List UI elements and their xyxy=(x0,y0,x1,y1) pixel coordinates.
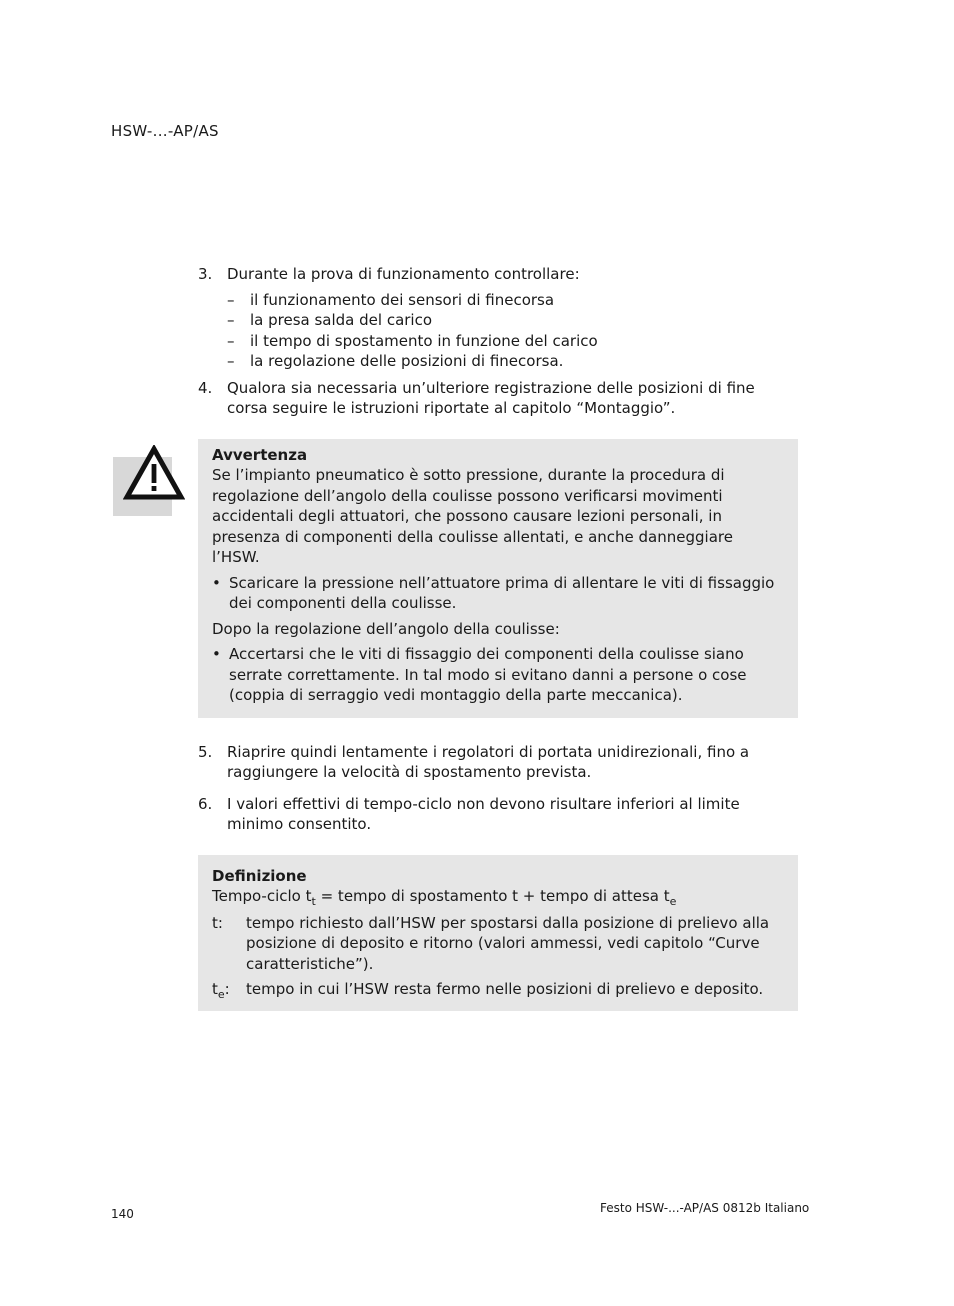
check-list xyxy=(198,290,798,372)
warning-triangle-icon xyxy=(123,445,185,501)
bullet-text: Accertarsi che le viti di fissaggio dei componenti della coulisse siano serrate correttamente. In tal modo si evitano danni a persone o cose (coppia di serraggio vedi montaggio della parte meccanica). xyxy=(229,645,747,704)
warning-after-text: Dopo la regolazione dell’angolo della coulisse: xyxy=(212,619,560,638)
dash-marker: – xyxy=(227,331,235,350)
list-item-text: il funzionamento dei sensori di finecorsa xyxy=(250,290,555,309)
list-item-text: la presa salda del carico xyxy=(250,311,433,329)
step-number: 4. xyxy=(198,378,213,397)
step-text: Qualora sia necessaria un’ulteriore registrazione delle posizioni di fine corsa seguire le istruzioni riportate al capitolo “Montaggio”. xyxy=(227,378,755,417)
step-5 xyxy=(198,742,798,783)
list-item xyxy=(198,331,798,352)
definition-te xyxy=(212,979,784,1000)
step-number: 6. xyxy=(198,794,213,813)
list-item-text: la regolazione delle posizioni di finecorsa. xyxy=(250,352,564,370)
definition-title: Definizione xyxy=(212,866,307,885)
formula-subscript: t xyxy=(311,895,316,908)
definition-box xyxy=(198,855,798,1011)
warning-bullet xyxy=(212,644,784,706)
term-base: t xyxy=(212,980,218,998)
main-content xyxy=(198,264,798,1011)
document-info: Festo HSW-...-AP/AS 0812b Italiano xyxy=(600,1201,810,1215)
warning-box xyxy=(198,439,798,718)
bullet-marker: • xyxy=(212,645,221,663)
step-6 xyxy=(198,794,798,835)
cycle-time-formula xyxy=(212,886,784,907)
dash-marker: – xyxy=(227,352,235,370)
list-item xyxy=(198,351,798,372)
page-number: 140 xyxy=(111,1207,134,1221)
term-subscript: e xyxy=(217,988,225,1001)
warning-text: Se l’impianto pneumatico è sotto pressione, durante la procedura di regolazione dell’angolo della coulisse possono verificarsi movimenti accidentali degli attuatori, che possono causare lezioni personali, in presenza di componenti della coulisse allentati, e anche danneggiare l’HSW. xyxy=(212,466,733,566)
definition-term xyxy=(212,979,246,1000)
warning-bullet xyxy=(212,573,784,614)
list-item-text: il tempo di spostamento in funzione del carico xyxy=(250,331,598,350)
definition-description: tempo richiesto dall’HSW per spostarsi dalla posizione di prelievo alla posizione di deposito e ritorno (valori ammessi, vedi capitolo “Curve caratteristiche”). xyxy=(246,913,770,973)
warning-title: Avvertenza xyxy=(212,445,308,464)
list-item xyxy=(198,290,798,311)
definition-term: t: xyxy=(212,913,223,932)
formula-part: = tempo di spostamento t + tempo di attesa t xyxy=(315,887,670,905)
formula-subscript: e xyxy=(669,895,677,908)
bullet-text: Scaricare la pressione nell’attuatore prima di allentare le viti di fissaggio dei componenti della coulisse. xyxy=(229,573,775,612)
bullet-marker: • xyxy=(212,573,221,592)
step-4 xyxy=(198,378,798,419)
definition-description: tempo in cui l’HSW resta fermo nelle posizioni di prelievo e deposito. xyxy=(246,980,764,998)
step-3 xyxy=(198,264,798,285)
list-item xyxy=(198,310,798,331)
step-text: Durante la prova di funzionamento controllare: xyxy=(227,265,580,283)
term-colon: : xyxy=(224,980,230,998)
definition-t xyxy=(212,913,784,975)
step-number: 3. xyxy=(198,265,213,283)
dash-marker: – xyxy=(227,290,235,309)
step-text: Riaprire quindi lentamente i regolatori di portata unidirezionali, fino a raggiungere la velocità di spostamento prevista. xyxy=(227,742,750,781)
dash-marker: – xyxy=(227,311,235,329)
page-header: HSW-...-AP/AS xyxy=(111,122,219,140)
step-number: 5. xyxy=(198,742,213,761)
formula-part: Tempo-ciclo t xyxy=(212,887,312,905)
step-text: I valori effettivi di tempo-ciclo non devono risultare inferiori al limite minimo consentito. xyxy=(227,794,740,833)
